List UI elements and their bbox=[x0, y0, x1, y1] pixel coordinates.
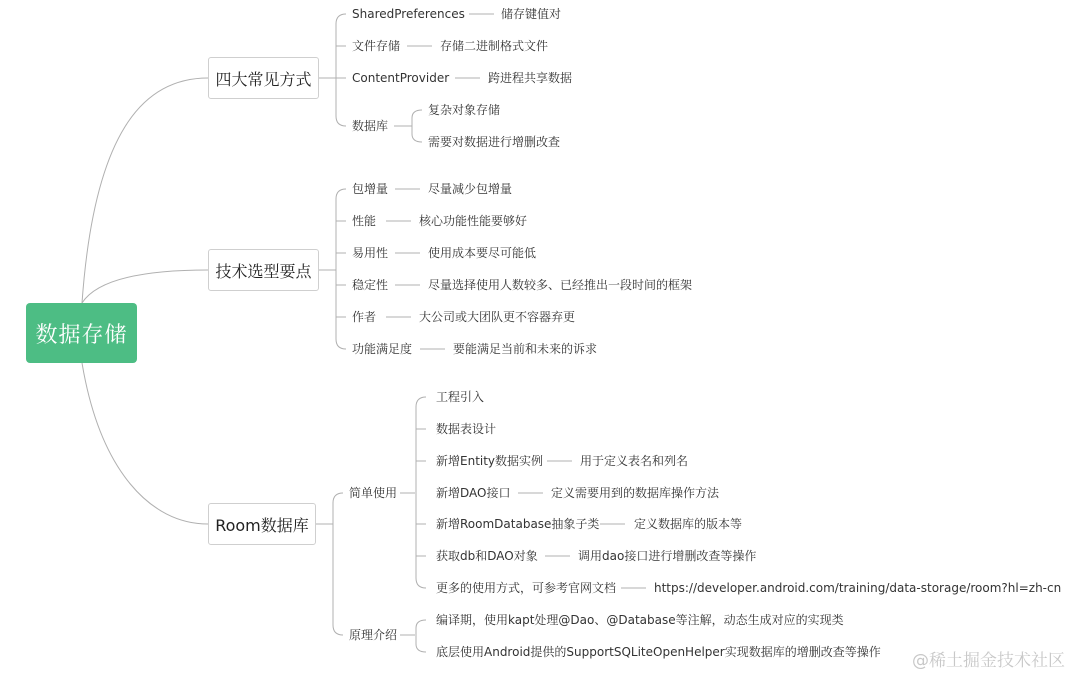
note-feature-fit: 要能满足当前和未来的诉求 bbox=[453, 342, 598, 356]
note-file-storage: 存储二进制格式文件 bbox=[440, 39, 549, 53]
node-simple-usage[interactable]: 简单使用 bbox=[349, 486, 398, 500]
note-docs-url[interactable]: https://developer.android.com/training/data-storage/room?hl=zh-cn bbox=[654, 581, 1062, 595]
node-database[interactable]: 数据库 bbox=[352, 119, 389, 133]
branch-storage-methods[interactable]: 四大常见方式 bbox=[208, 57, 319, 99]
note-database-1: 复杂对象存储 bbox=[428, 103, 501, 117]
branch-selection-points[interactable]: 技术选型要点 bbox=[208, 249, 319, 291]
note-get-db-dao: 调用dao接口进行增删改查等操作 bbox=[578, 549, 757, 563]
node-shared-preferences[interactable]: SharedPreferences bbox=[352, 7, 465, 21]
note-database-2: 需要对数据进行增删改查 bbox=[428, 135, 561, 149]
step-more-usage[interactable]: 更多的使用方式，可参考官网文档 bbox=[436, 581, 617, 595]
principle-item-1: 编译期，使用kapt处理@Dao、@Database等注解，动态生成对应的实现类 bbox=[436, 613, 844, 627]
note-performance: 核心功能性能要够好 bbox=[419, 214, 528, 228]
step-add-entity[interactable]: 新增Entity数据实例 bbox=[436, 454, 544, 468]
node-author[interactable]: 作者 bbox=[352, 310, 377, 324]
node-performance[interactable]: 性能 bbox=[352, 214, 377, 228]
note-stability: 尽量选择使用人数较多、已经推出一段时间的框架 bbox=[428, 278, 693, 292]
note-shared-preferences: 储存键值对 bbox=[501, 7, 562, 21]
note-author: 大公司或大团队更不容器弃更 bbox=[419, 310, 576, 324]
principle-item-2: 底层使用Android提供的SupportSQLiteOpenHelper实现数据库的增删改查等操作 bbox=[436, 645, 881, 659]
node-feature-fit[interactable]: 功能满足度 bbox=[352, 342, 413, 356]
watermark: @稀土掘金技术社区 bbox=[912, 651, 1065, 671]
step-table-design[interactable]: 数据表设计 bbox=[436, 422, 497, 436]
node-stability[interactable]: 稳定性 bbox=[352, 278, 389, 292]
note-usability: 使用成本要尽可能低 bbox=[428, 246, 537, 260]
step-project-import[interactable]: 工程引入 bbox=[436, 390, 485, 404]
root-node[interactable]: 数据存储 bbox=[26, 303, 137, 363]
node-content-provider[interactable]: ContentProvider bbox=[352, 71, 450, 85]
step-add-dao[interactable]: 新增DAO接口 bbox=[436, 486, 511, 500]
node-principle[interactable]: 原理介绍 bbox=[349, 628, 398, 642]
branch-room-database[interactable]: Room数据库 bbox=[208, 503, 316, 545]
note-add-entity: 用于定义表名和列名 bbox=[580, 454, 689, 468]
node-file-storage[interactable]: 文件存储 bbox=[352, 39, 401, 53]
note-package-size: 尽量减少包增量 bbox=[428, 182, 513, 196]
note-content-provider: 跨进程共享数据 bbox=[488, 71, 573, 85]
node-package-size[interactable]: 包增量 bbox=[352, 182, 389, 196]
step-add-room-database[interactable]: 新增RoomDatabase抽象子类 bbox=[436, 517, 600, 531]
note-add-room-database: 定义数据库的版本等 bbox=[634, 517, 743, 531]
step-get-db-dao[interactable]: 获取db和DAO对象 bbox=[436, 549, 538, 563]
note-add-dao: 定义需要用到的数据库操作方法 bbox=[551, 486, 720, 500]
node-usability[interactable]: 易用性 bbox=[352, 246, 389, 260]
